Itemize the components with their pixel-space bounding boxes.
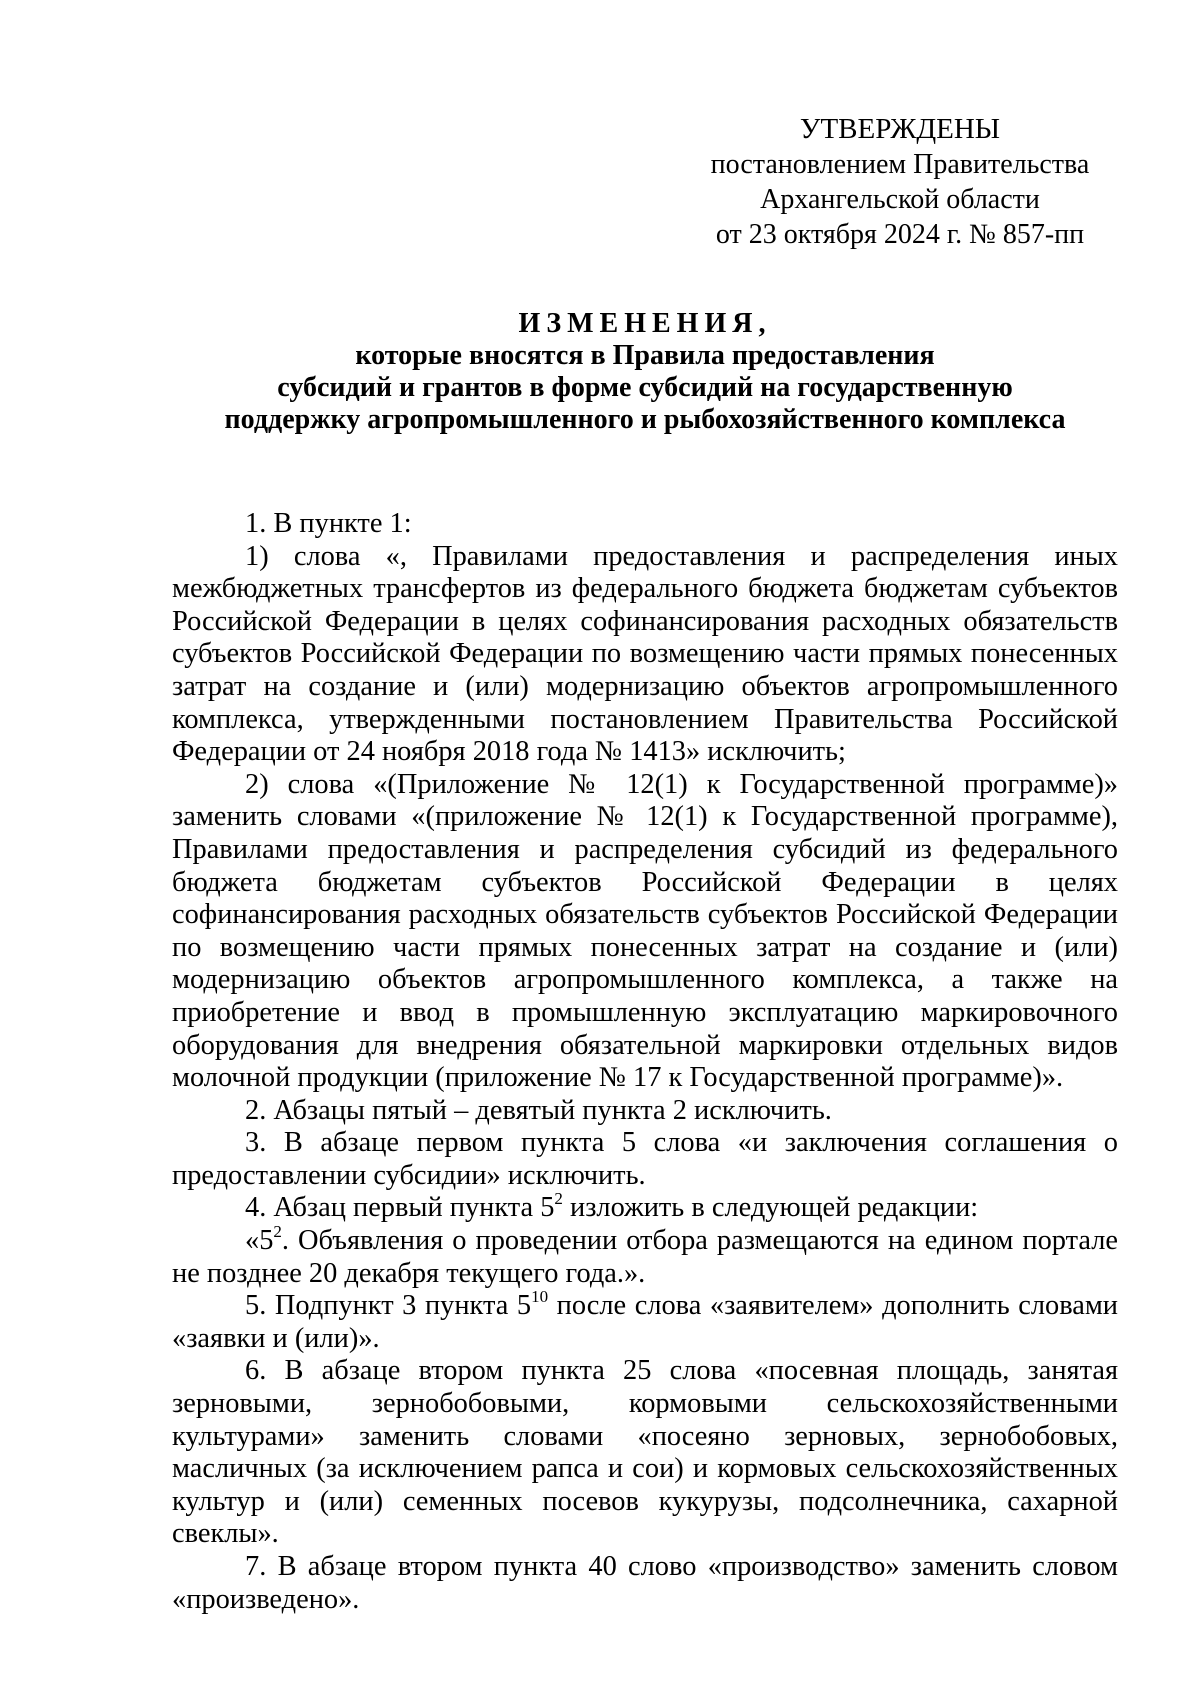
paragraph: 2) слова «(Приложение № 12(1) к Государственной программе)» заменить словами «(приложение № 12(1) к Государственной программе), Правилами предоставления и распределения субсидий из федерального бюджета бюджетам субъектов Российской Федерации в целях софинансирования расходных обязательств субъектов Российской Федерации по возмещению части прямых понесенных затрат на создание и (или) модернизацию объектов агропромышленного комплекса, а также на приобретение и ввод в промышленную эксплуатацию маркировочного оборудования для внедрения обязательной маркировки отдельных видов молочной продукции (приложение № 17 к Государственной программе)». bbox=[172, 768, 1118, 1094]
superscript: 2 bbox=[554, 1189, 563, 1209]
paragraph bbox=[172, 1222, 1118, 1290]
paragraph-text: «5 bbox=[245, 1225, 274, 1257]
paragraph-text: изложить в следующей редакции: bbox=[562, 1192, 979, 1224]
paragraph-text: после слова «заявителем» дополнить словами «заявки и (или)». bbox=[172, 1290, 1118, 1354]
document-heading bbox=[160, 308, 1130, 436]
approval-line: от 23 октября 2024 г. № 857-пп bbox=[715, 219, 1085, 250]
paragraph: 1) слова «, Правилами предоставления и распределения иных межбюджетных трансфертов из федерального бюджета бюджетам субъектов Российской Федерации в целях софинансирования расходных обязательств субъектов Российской Федерации по возмещению части прямых понесенных затрат на создание и (или) модернизацию объектов агропромышленного комплекса, утвержденными постановлением Правительства Российской Федерации от 24 ноября 2018 года № 1413» исключить; bbox=[172, 540, 1118, 768]
superscript: 10 bbox=[531, 1287, 549, 1307]
paragraph: 7. В абзаце втором пункта 40 слово «производство» заменить словом «произведено». bbox=[172, 1551, 1118, 1615]
paragraph-text: 5. Подпункт 3 пункта 5 bbox=[245, 1290, 532, 1322]
superscript: 2 bbox=[273, 1222, 282, 1242]
heading-line: субсидий и грантов в форме субсидий на государственную bbox=[277, 372, 1013, 403]
heading-line: которые вносятся в Правила предоставления bbox=[355, 340, 935, 371]
approval-title: УТВЕРЖДЕНЫ bbox=[799, 113, 1001, 145]
paragraph: 2. Абзацы пятый – девятый пункта 2 исключить. bbox=[245, 1094, 832, 1126]
heading-title: ИЗМЕНЕНИЯ, bbox=[518, 308, 772, 339]
heading-line: поддержку агропромышленного и рыбохозяйственного комплекса bbox=[224, 404, 1066, 435]
paragraph bbox=[172, 1287, 1118, 1355]
paragraph-text: . Объявления о проведении отбора размещаются на едином портале не позднее 20 декабря текущего года.». bbox=[172, 1225, 1118, 1289]
document-body bbox=[172, 508, 1118, 1616]
paragraph: 1. В пункте 1: bbox=[245, 508, 412, 539]
paragraph-text: 4. Абзац первый пункта 5 bbox=[245, 1192, 555, 1224]
approval-line: Архангельской области bbox=[760, 184, 1040, 215]
paragraph bbox=[172, 1189, 1118, 1225]
paragraph: 3. В абзаце первом пункта 5 слова «и заключения соглашения о предоставлении субсидии» исключить. bbox=[172, 1127, 1118, 1191]
paragraph: 6. В абзаце втором пункта 25 слова «посевная площадь, занятая зерновыми, зернобобовыми, кормовыми сельскохозяйственными культурами» заменить словами «посеяно зерновых, зернобобовых, масличных (за исключением рапса и сои) и кормовых сельскохозяйственных культур и (или) семенных посевов кукурузы, подсолнечника, сахарной свеклы». bbox=[172, 1355, 1118, 1550]
approval-line: постановлением Правительства bbox=[710, 149, 1090, 180]
approval-block bbox=[700, 112, 1100, 252]
